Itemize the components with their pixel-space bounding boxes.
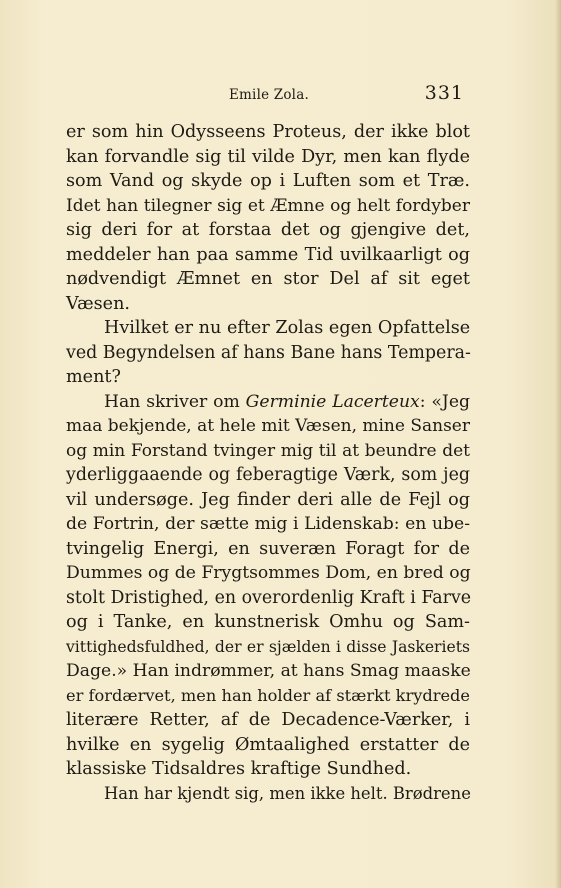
text-line: vil undersøge. Jeg finder deri alle de Fejl og (66, 489, 470, 510)
text-line: stolt Dristighed, en overordenlig Kraft i Farve (66, 587, 472, 608)
text-line: Idet han tilegner sig et Æmne og helt fordyber (66, 195, 470, 216)
text-line: Dummes og de Frygtsommes Dom, en bred og (66, 563, 471, 583)
text-line: ved Begyndelsen af hans Bane hans Tempera- (66, 342, 471, 363)
book-title: Germinie Lacerteux (245, 391, 420, 412)
text-line: og i Tanke, en kunstnerisk Omhu og Sam- (66, 612, 470, 632)
text-line: Han har kjendt sig, men ikke helt. Brødrene (104, 783, 471, 803)
body-text (66, 120, 470, 806)
text-line: er som hin Odysseens Proteus, der ikke blot (66, 122, 470, 142)
text-line: sig deri for at forstaa det og gjengive det, (66, 220, 470, 240)
text-line: Væsen. (66, 293, 130, 314)
text-line: og min Forstand tvinger mig til at beundre det (66, 440, 470, 461)
text-line: er fordærvet, men han holder af stærkt krydrede (66, 685, 470, 705)
page-header (66, 82, 464, 110)
running-head: Emile Zola. (229, 87, 309, 103)
page-edge-shadow (555, 0, 561, 888)
text-line: Dage.» Han indrømmer, at hans Smag maaske (66, 661, 471, 681)
text-line: klassiske Tidsaldres kraftige Sundhed. (66, 759, 412, 779)
text-line: ment? (66, 367, 121, 387)
text-line: de Fortrin, der sætte mig i Lidenskab: en ube- (66, 514, 470, 534)
text-line: maa bekjende, at hele mit Væsen, mine Sanser (66, 416, 470, 436)
text-line: nødvendigt Æmnet en stor Del af sit eget (66, 269, 470, 289)
text-line: yderliggaaende og feberagtige Værk, som jeg (66, 465, 470, 485)
text-line: Hvilket er nu efter Zolas egen Opfattelse (104, 318, 471, 338)
text-line: literære Retter, af de Decadence-Værker, i (66, 710, 470, 730)
text-segment: : «Jeg (419, 391, 470, 412)
text-line (66, 390, 470, 415)
text-line: meddeler han paa samme Tid uvilkaarligt og (66, 244, 470, 265)
page-number: 331 (424, 82, 464, 104)
text-segment: Han skriver om (104, 391, 246, 412)
text-line: som Vand og skyde op i Luften som et Træ. (66, 171, 470, 191)
text-line: hvilke en sygelig Ømtaalighed erstatter de (66, 734, 470, 755)
text-line: tvingelig Energi, en suveræn Foragt for de (66, 538, 470, 559)
text-line: kan forvandle sig til vilde Dyr, men kan flyde (66, 146, 470, 167)
text-line: vittighedsfuldhed, der er sjælden i disse Jaskeriets (66, 637, 470, 656)
